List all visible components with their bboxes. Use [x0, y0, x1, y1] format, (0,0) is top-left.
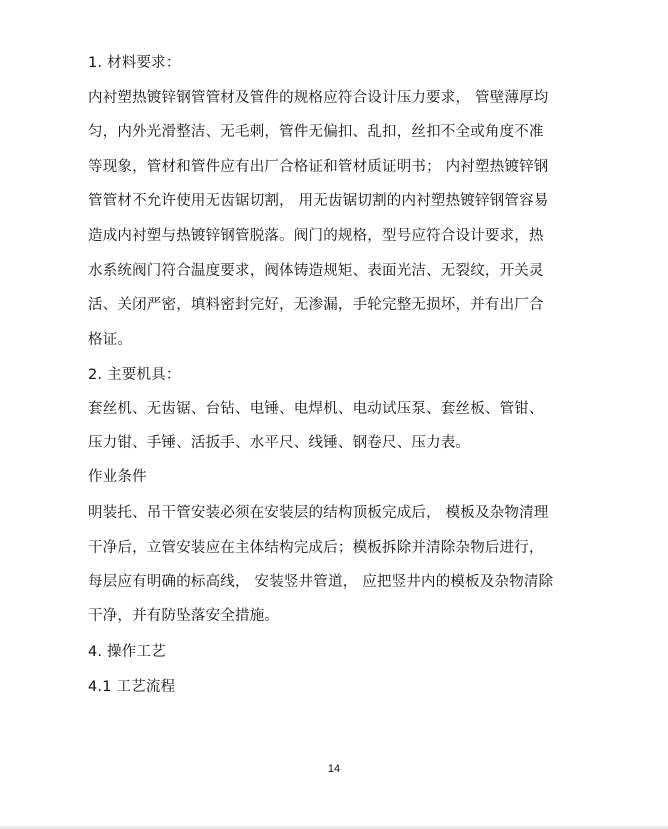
paragraph-line: 干净，并有防坠落安全措施。 [88, 608, 280, 624]
paragraph-line: 水系统阀门符合温度要求，阀体铸造规矩、表面光洁、无裂纹，开关灵 [88, 263, 544, 279]
paragraph-line: 内衬塑热镀锌钢管管材及管件的规格应符合设计压力要求， 管壁薄厚均 [88, 90, 549, 106]
paragraph-line: 造成内衬塑与热镀锌钢管脱落。阀门的规格，型号应符合设计要求，热 [88, 228, 544, 244]
subsection-heading-process-flow: 4.1 工艺流程 [88, 679, 176, 695]
paragraph-line: 格证。 [88, 332, 133, 348]
paragraph-line: 每层应有明确的标高线， 安装竖井管道， 应把竖井内的模板及杂物清除 [88, 574, 554, 590]
section-heading-materials: 1. 材料要求： [88, 55, 181, 71]
paragraph-line: 压力钳、手锤、活扳手、水平尺、线锤、钢卷尺、压力表。 [88, 435, 471, 451]
paragraph-line: 匀，内外光滑整洁、无毛刺，管件无偏扣、乱扣，丝扣不全或角度不准 [88, 124, 544, 140]
page-number: 14 [327, 763, 341, 775]
paragraph-line: 明装托、吊干管安装必须在安装层的结构顶板完成后， 模板及杂物清理 [88, 505, 549, 521]
paragraph-line: 套丝机、无齿锯、台钻、电锤、电焊机、电动试压泵、套丝板、管钳、 [88, 401, 544, 417]
paragraph-line: 管管材不允许使用无齿锯切割， 用无齿锯切割的内衬塑热镀锌钢管容易 [88, 193, 549, 209]
paragraph-line: 干净后，立管安装应在主体结构完成后；模板拆除并清除杂物后进行， [88, 540, 544, 556]
paragraph-line: 活、关闭严密，填料密封完好，无渗漏，手轮完整无损坏，并有出厂合 [88, 297, 544, 313]
section-heading-operation-process: 4. 操作工艺 [88, 644, 166, 660]
section-heading-work-conditions: 作业条件 [88, 469, 147, 485]
paragraph-line: 等现象，管材和管件应有出厂合格证和管材质证明书； 内衬塑热镀锌钢 [88, 159, 549, 175]
section-heading-tools: 2. 主要机具： [88, 367, 181, 383]
